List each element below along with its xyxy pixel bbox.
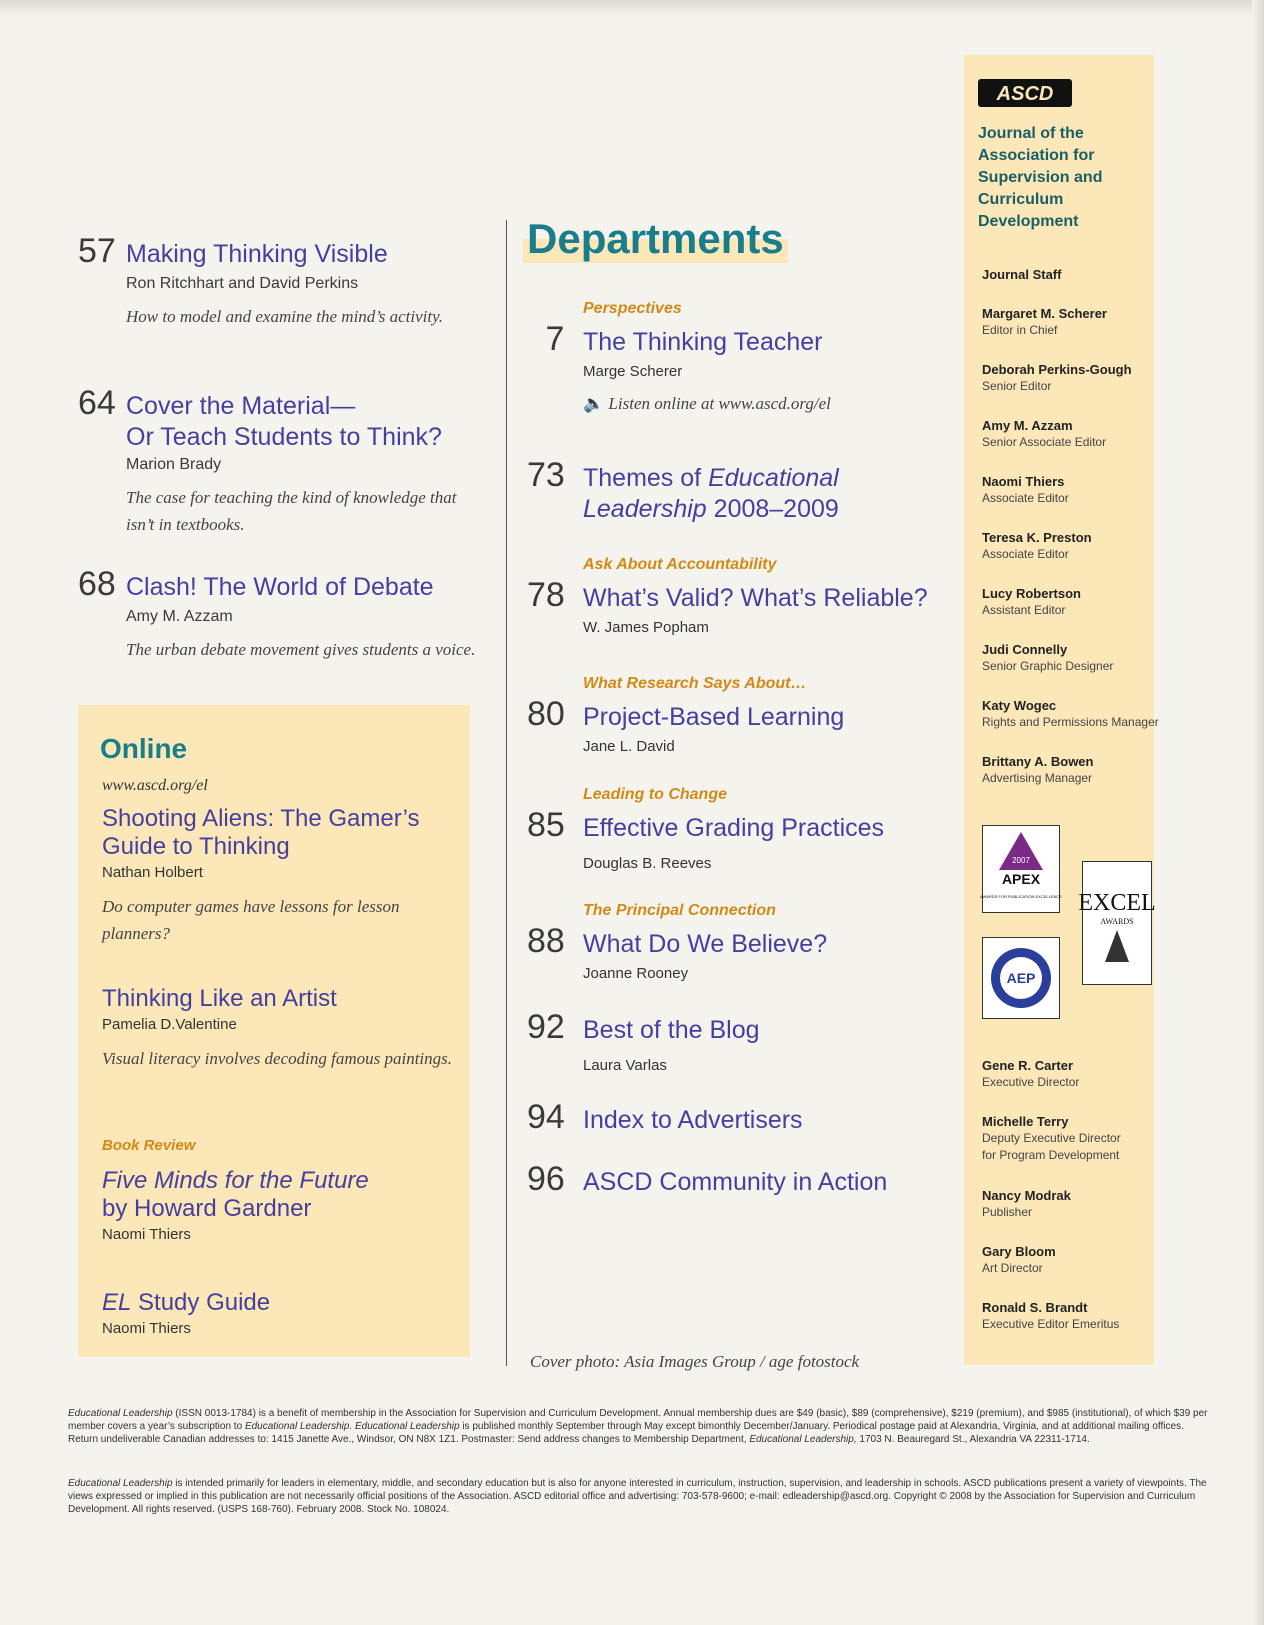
executive-member xyxy=(982,1057,1162,1091)
department-title[interactable]: Project-Based Learning xyxy=(583,703,845,731)
department-author: Douglas B. Reeves xyxy=(583,855,712,872)
title-part-italic: Leadership xyxy=(583,495,707,523)
executive-member xyxy=(982,1113,1132,1164)
department-item[interactable] xyxy=(527,1098,947,1137)
department-title[interactable]: Best of the Blog xyxy=(583,1016,760,1044)
notice-text: (ISSN 0013-1784) is a benefit of membership in the Association for Supervision and Curriculum Development. Annual membership dues are $49 (basic), $89 (comprehensive), $219 (premium), and $985 (institutional), of which $39 per member covers a year’s subscription to xyxy=(68,1408,1208,1432)
staff-name: Judi Connelly xyxy=(982,642,1068,657)
article-title[interactable]: Making Thinking Visible xyxy=(126,240,388,268)
department-label: Leading to Change xyxy=(583,786,727,803)
excel-award-icon xyxy=(1078,862,1156,984)
article-title-line2[interactable]: Or Teach Students to Think? xyxy=(126,423,442,451)
study-guide-author: Naomi Thiers xyxy=(102,1320,191,1337)
staff-name: Naomi Thiers xyxy=(982,474,1065,489)
department-author: W. James Popham xyxy=(583,619,709,636)
feature-article[interactable] xyxy=(78,232,488,330)
study-guide-title[interactable]: Study Guide xyxy=(131,1289,271,1316)
svg-text:2007: 2007 xyxy=(1012,856,1030,865)
page-number: 78 xyxy=(527,576,565,614)
department-author: Laura Varlas xyxy=(583,1057,667,1074)
notice-lead: Educational Leadership xyxy=(68,1478,173,1489)
department-label: Perspectives xyxy=(583,300,682,317)
department-item[interactable] xyxy=(527,1160,947,1199)
article-author: Marion Brady xyxy=(126,456,222,473)
exec-name: Gene R. Carter xyxy=(982,1058,1074,1073)
notice-text: is published monthly September through May except bimonthly December/January. Periodical postage paid at Alexandria, Virginia, and at additional mailing offices. Return undeliverable Canadian addresses to: 1415 Janette Ave., Windsor, ON N8X 1Z1. Postmaster: Send address changes to Membership Department, xyxy=(68,1421,1184,1445)
listen-link[interactable]: Listen online at www.ascd.org/el xyxy=(608,394,831,413)
department-item[interactable] xyxy=(527,456,947,524)
notice-lead: Educational Leadership xyxy=(68,1408,173,1419)
executive-member xyxy=(982,1187,1162,1221)
exec-name: Nancy Modrak xyxy=(982,1188,1071,1203)
exec-role: Art Director xyxy=(982,1261,1043,1275)
online-heading: Online xyxy=(100,733,188,764)
feature-article[interactable] xyxy=(78,565,488,663)
executive-member xyxy=(982,1243,1162,1277)
book-review-label: Book Review xyxy=(102,1137,196,1154)
page-number: 96 xyxy=(527,1160,565,1198)
staff-name: Brittany A. Bowen xyxy=(982,754,1094,769)
online-item[interactable] xyxy=(102,805,462,947)
aep-seal-icon xyxy=(983,938,1059,1018)
staff-role: Associate Editor xyxy=(982,491,1069,505)
online-item-description: Visual literacy involves decoding famous paintings. xyxy=(102,1049,453,1068)
study-guide-el[interactable]: EL xyxy=(102,1289,132,1316)
journal-name: Journal of the Association for Supervision and Curriculum Development xyxy=(978,125,1103,230)
ascd-logo xyxy=(978,79,1072,107)
page-number: 85 xyxy=(527,806,565,844)
speaker-icon: 🔈 xyxy=(583,394,605,413)
department-item[interactable] xyxy=(527,675,947,755)
staff-role: Rights and Permissions Manager xyxy=(982,715,1159,729)
notice-italic: Educational Leadership, xyxy=(749,1434,857,1445)
department-title[interactable]: Index to Advertisers xyxy=(583,1106,803,1134)
article-description: The case for teaching the kind of knowledge that isn’t in textbooks. xyxy=(126,488,457,534)
staff-role: Senior Graphic Designer xyxy=(982,659,1114,673)
department-item[interactable] xyxy=(527,556,947,636)
notice-text: 1703 N. Beauregard St., Alexandria VA 22311-1714. xyxy=(856,1434,1090,1445)
article-description: How to model and examine the mind’s activity. xyxy=(126,307,443,326)
online-url[interactable]: www.ascd.org/el xyxy=(102,777,208,794)
online-item-description: Do computer games have lessons for lesson planners? xyxy=(102,897,400,943)
department-author: Joanne Rooney xyxy=(583,965,689,982)
article-author: Amy M. Azzam xyxy=(126,608,233,625)
svg-text:APEX: APEX xyxy=(1001,871,1041,887)
book-byline: by Howard Gardner xyxy=(102,1195,312,1222)
online-item-title[interactable]: Thinking Like an Artist xyxy=(102,985,337,1012)
exec-role: Publisher xyxy=(982,1205,1033,1219)
feature-article[interactable] xyxy=(78,384,488,538)
staff-role: Assistant Editor xyxy=(982,603,1066,617)
masthead xyxy=(964,55,1159,1365)
department-title[interactable]: ASCD Community in Action xyxy=(583,1168,888,1196)
staff-name: Katy Wogec xyxy=(982,698,1057,713)
cover-photo-credit: Cover photo: Asia Images Group / age fotostock xyxy=(530,1352,860,1371)
svg-text:AWARDS FOR PUBLICATION EXCELLE: AWARDS FOR PUBLICATION EXCELLENCE xyxy=(980,894,1062,899)
department-title[interactable]: Effective Grading Practices xyxy=(583,814,885,842)
listen-online[interactable] xyxy=(583,394,947,414)
department-item[interactable] xyxy=(527,902,947,982)
page-number: 73 xyxy=(527,456,565,494)
exec-role: Deputy Executive Director for Program Development xyxy=(982,1131,1121,1162)
excel-award-badge xyxy=(1078,861,1156,985)
staff-member xyxy=(982,305,1162,339)
svg-text:AEP: AEP xyxy=(1006,970,1036,986)
article-description: The urban debate movement gives students a voice. xyxy=(126,640,476,659)
staff-member xyxy=(982,361,1162,395)
exec-role: Executive Editor Emeritus xyxy=(982,1317,1120,1331)
staff-member xyxy=(982,529,1162,563)
department-title[interactable]: What’s Valid? What’s Reliable? xyxy=(583,584,928,612)
online-item-author: Nathan Holbert xyxy=(102,864,203,881)
department-label: Ask About Accountability xyxy=(583,556,777,573)
staff-role: Editor in Chief xyxy=(982,323,1058,337)
staff-member xyxy=(982,585,1162,619)
department-item[interactable] xyxy=(527,786,947,872)
staff-member xyxy=(982,417,1162,451)
department-label: The Principal Connection xyxy=(583,902,776,919)
page-edge-right xyxy=(1252,0,1264,1625)
department-author: Jane L. David xyxy=(583,738,675,755)
editorial-notice xyxy=(68,1477,1208,1516)
staff-role: Senior Associate Editor xyxy=(982,435,1107,449)
staff-role: Associate Editor xyxy=(982,547,1069,561)
staff-role: Senior Editor xyxy=(982,379,1052,393)
title-part: 2008–2009 xyxy=(706,495,839,523)
aep-award-badge xyxy=(982,937,1060,1019)
staff-name: Deborah Perkins-Gough xyxy=(982,362,1132,377)
department-item[interactable] xyxy=(527,1008,947,1074)
title-part-italic: Educational xyxy=(708,464,839,492)
column-divider xyxy=(506,220,507,1366)
department-title[interactable] xyxy=(583,464,839,493)
department-item[interactable] xyxy=(527,300,947,414)
notice-italic: Educational Leadership. Educational Leadership xyxy=(244,1421,460,1432)
page-number: 80 xyxy=(527,695,565,733)
notice-text: is intended primarily for leaders in elementary, middle, and secondary education but is also for anyone interested in curriculum, instruction, supervision, and leadership in schools. ASCD publications present a variety of viewpoints. The views expressed or implied in this publication are not necessarily official positions of the Association. ASCD editorial office and advertising: 703-578-9600; e-mail: edleadership@ascd.org. Copyright © 2008 by the Association for Supervision and Curriculum Development. All rights reserved. (USPS 168-760). February 2008. Stock No. 108024. xyxy=(68,1478,1207,1515)
book-review-author: Naomi Thiers xyxy=(102,1226,191,1243)
exec-name: Gary Bloom xyxy=(982,1244,1056,1259)
department-title[interactable]: The Thinking Teacher xyxy=(583,328,823,356)
page-number: 68 xyxy=(78,565,116,603)
page-number: 7 xyxy=(545,320,565,358)
article-title[interactable]: Cover the Material— xyxy=(126,392,356,420)
book-title[interactable]: Five Minds for the Future xyxy=(102,1167,369,1194)
executive-member xyxy=(982,1299,1162,1333)
exec-role: Executive Director xyxy=(982,1075,1080,1089)
departments-heading: Departments xyxy=(523,215,788,263)
staff-member xyxy=(982,753,1162,787)
page-edge xyxy=(0,0,1264,16)
study-guide-item[interactable] xyxy=(102,1289,462,1337)
department-title-line2[interactable] xyxy=(583,495,947,524)
online-item-title[interactable]: Shooting Aliens: The Gamer’s Guide to Thinking xyxy=(102,805,420,860)
staff-heading: Journal Staff xyxy=(982,267,1062,282)
staff-name: Margaret M. Scherer xyxy=(982,306,1107,321)
article-author: Ron Ritchhart and David Perkins xyxy=(126,275,359,292)
online-item[interactable] xyxy=(102,985,462,1072)
online-item-author: Pamelia D.Valentine xyxy=(102,1016,237,1033)
staff-member xyxy=(982,641,1162,675)
page-number: 57 xyxy=(78,232,116,270)
publication-notice xyxy=(68,1407,1208,1446)
department-title[interactable]: What Do We Believe? xyxy=(583,930,828,958)
page-number: 94 xyxy=(527,1098,565,1136)
staff-member xyxy=(982,473,1162,507)
article-title[interactable]: Clash! The World of Debate xyxy=(126,573,434,601)
logo-text: ASCD xyxy=(996,83,1054,105)
svg-text:AWARDS: AWARDS xyxy=(1100,917,1134,926)
exec-name: Ronald S. Brandt xyxy=(982,1300,1088,1315)
department-author: Marge Scherer xyxy=(583,363,683,380)
page-number: 64 xyxy=(78,384,116,422)
staff-member xyxy=(982,697,1162,731)
svg-text:EXCEL: EXCEL xyxy=(1078,890,1156,916)
exec-name: Michelle Terry xyxy=(982,1114,1069,1129)
staff-name: Lucy Robertson xyxy=(982,586,1081,601)
book-review-item[interactable] xyxy=(102,1167,462,1243)
department-label: What Research Says About… xyxy=(583,675,807,692)
page-number: 92 xyxy=(527,1008,565,1046)
apex-triangle-icon xyxy=(980,826,1062,912)
staff-role: Advertising Manager xyxy=(982,771,1093,785)
online-box xyxy=(78,705,470,1357)
staff-name: Amy M. Azzam xyxy=(982,418,1073,433)
staff-name: Teresa K. Preston xyxy=(982,530,1092,545)
title-part: Themes of xyxy=(583,464,709,492)
apex-award-badge xyxy=(982,825,1060,913)
page-number: 88 xyxy=(527,922,565,960)
